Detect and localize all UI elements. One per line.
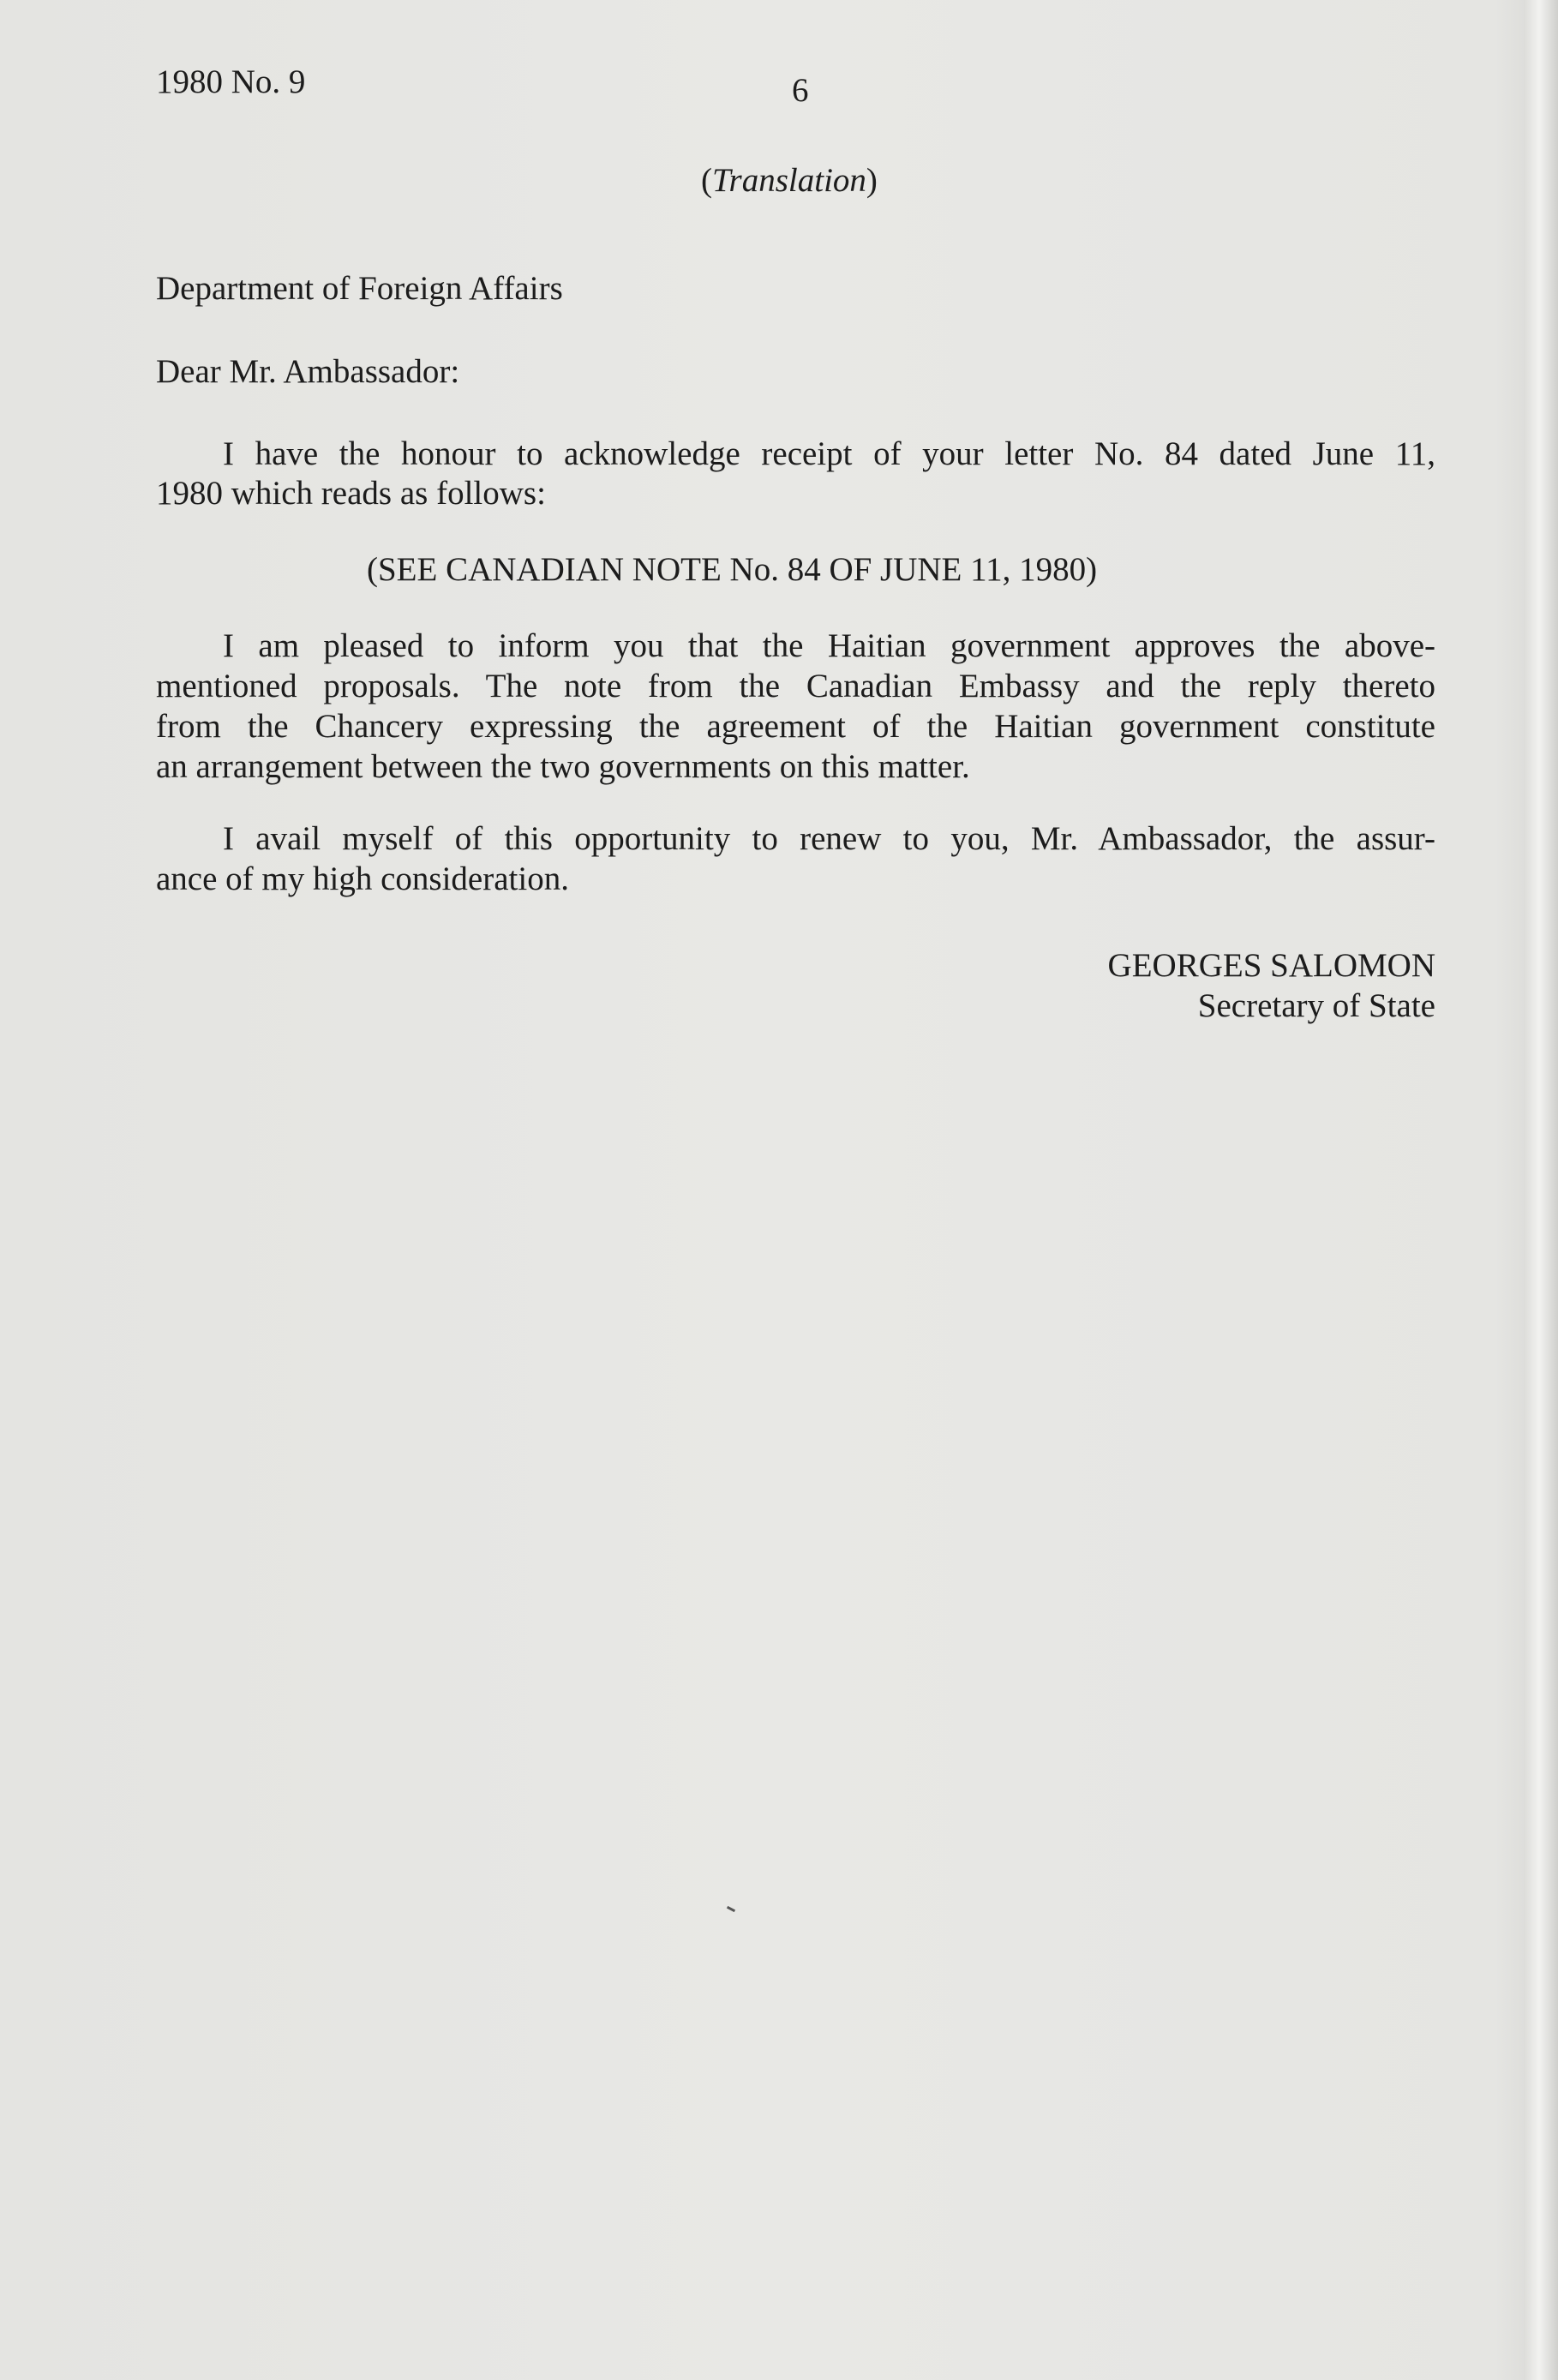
paragraph-3-line-1: I avail myself of this opportunity to renew to you, Mr. Ambassador, the assur- (223, 820, 1435, 857)
paragraph-2-line-2: mentioned proposals. The note from the Canadian Embassy and the reply thereto (156, 668, 1435, 704)
binding-spine (1524, 0, 1558, 2380)
salutation: Dear Mr. Ambassador: (156, 353, 460, 390)
note-reference: (SEE CANADIAN NOTE No. 84 OF JUNE 11, 1980) (367, 551, 1098, 588)
signatory-title: Secretary of State (1197, 987, 1435, 1024)
paragraph-1-line-1: I have the honour to acknowledge receipt of your letter No. 84 dated June 11, (223, 435, 1435, 472)
signatory-name: GEORGES SALOMON (1107, 947, 1435, 984)
translation-label-text: Translation (712, 162, 866, 199)
page-number: 6 (792, 72, 809, 109)
paragraph-2 (156, 626, 1435, 787)
document-reference: 1980 No. 9 (156, 63, 306, 100)
paragraph-2-line-4: an arrangement between the two governments on this matter. (156, 748, 970, 785)
paragraph-3 (156, 818, 1435, 899)
paragraph-2-line-3: from the Chancery expressing the agreement of the Haitian government constitute (156, 708, 1435, 745)
translation-label: (Translation) (701, 162, 878, 199)
department-name: Department of Foreign Affairs (156, 270, 563, 307)
stray-mark (727, 1906, 735, 1912)
paragraph-3-line-2: ance of my high consideration. (156, 860, 569, 897)
paragraph-1-line-2: 1980 which reads as follows: (156, 475, 546, 512)
paragraph-2-line-1: I am pleased to inform you that the Haitian government approves the above- (223, 627, 1435, 664)
